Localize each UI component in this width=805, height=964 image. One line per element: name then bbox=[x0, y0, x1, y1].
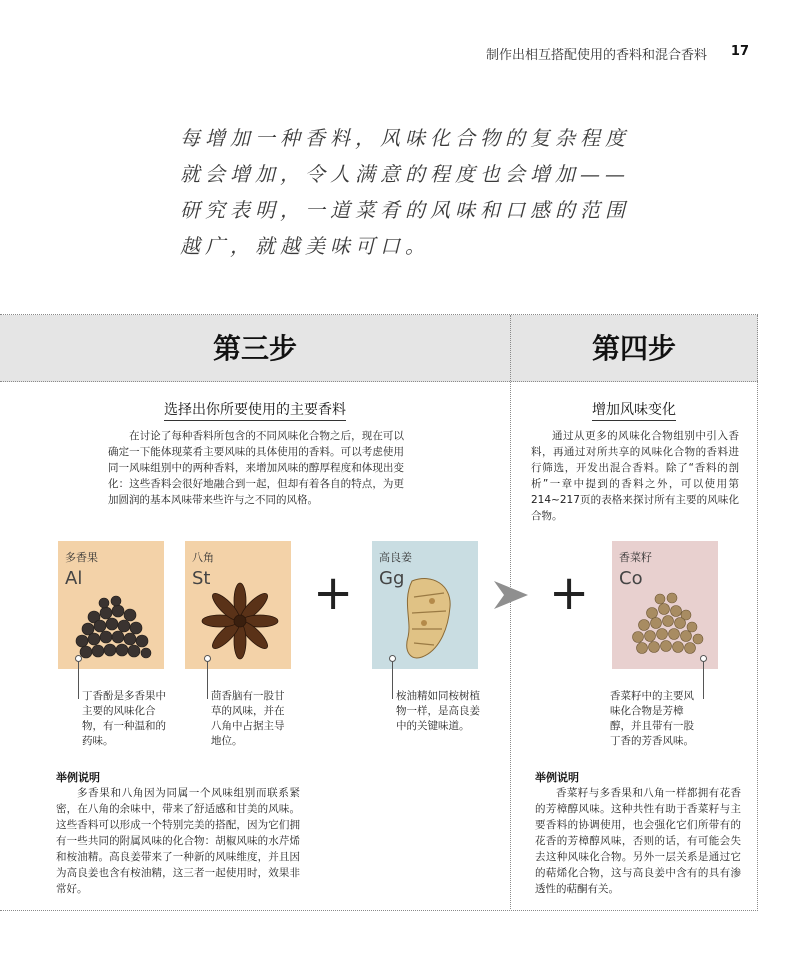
step4-section-title bbox=[510, 399, 758, 419]
chapter-title: 制作出相互搭配使用的香料和混合香料 bbox=[485, 48, 707, 63]
step4-section-title-text: 增加风味变化 bbox=[592, 402, 676, 421]
note-galangal: 桉油精如同桉树植物一样，是高良姜中的关键味道。 bbox=[396, 690, 480, 732]
step4-body: 通过从更多的风味化合物组别中引入香料，再通过对所共享的风味化合物的香料进行筛选，开发出混合香料。除了“香料的剖析”一章中提到的香料之外，可以使用第214~217页的表格来探讨所有主要的风味化合物。 bbox=[531, 430, 739, 522]
step3-section-title bbox=[0, 399, 510, 419]
spice-card-coriander bbox=[612, 541, 718, 669]
spice-card-star-anise bbox=[185, 541, 291, 669]
arrow-right-icon bbox=[492, 577, 532, 613]
page-number: 17 bbox=[730, 44, 749, 59]
spice-name-galangal: 高良姜 bbox=[379, 551, 412, 564]
steps-panel bbox=[0, 314, 758, 911]
note-star-anise: 茴香脑有一股甘草的风味，并在八角中占据主导地位。 bbox=[211, 690, 285, 747]
spice-symbol-star-anise: St bbox=[192, 568, 211, 589]
leader-line-coriander bbox=[703, 661, 704, 699]
step3-body: 在讨论了每种香料所包含的不同风味化合物之后，现在可以确定一下能体现菜肴主要风味的具体使用的香料。可以考虑使用同一风味组别中的两种香料，来增加风味的醇厚程度和体现出变化：这些香料会很好地融合到一起，但却有着各自的特点，为更加圆润的基本风味带来些许与之不同的风格。 bbox=[108, 430, 404, 506]
step4-title: 第四步 bbox=[591, 332, 676, 365]
step3-example-body: 多香果和八角因为同属一个风味组别而联系紧密，在八角的余味中，带来了舒适感和甘美的风味。这些香料可以形成一个特别完美的搭配，因为它们拥有一些共同的附属风味的化合物：胡椒风味的水芹烯和桉油精。高良姜带来了一种新的风味维度，并且因为高良姜也含有桉油精，这三者一起使用时，效果非常好。 bbox=[56, 787, 300, 895]
plus-sign-step3: + bbox=[313, 565, 354, 621]
step3-title: 第三步 bbox=[212, 332, 297, 365]
spice-card-galangal bbox=[372, 541, 478, 669]
pull-quote: 每增加一种香料，风味化合物的复杂程度就会增加，令人满意的程度也会增加——研究表明，一道菜肴的风味和口感的范围越广，就越美味可口。 bbox=[180, 126, 630, 258]
note-allspice: 丁香酚是多香果中主要的风味化合物，有一种温和的药味。 bbox=[82, 690, 166, 747]
spice-symbol-coriander: Co bbox=[619, 568, 643, 589]
leader-line-allspice bbox=[78, 661, 79, 699]
leader-line-galangal bbox=[392, 661, 393, 699]
step3-example-title: 举例说明 bbox=[56, 771, 100, 784]
spice-name-allspice: 多香果 bbox=[65, 551, 98, 564]
spice-symbol-galangal: Gg bbox=[379, 568, 405, 589]
step4-example-title: 举例说明 bbox=[535, 771, 579, 784]
plus-sign-step4: + bbox=[549, 565, 590, 621]
spice-symbol-allspice: Al bbox=[65, 568, 83, 589]
leader-line-star-anise bbox=[207, 661, 208, 699]
step4-example-body: 香菜籽与多香果和八角一样都拥有花香的芳樟醇风味。这种共性有助于香菜籽与主要香料的协调使用，也会强化它们所带有的花香的芳樟醇风味，否则的话，有可能会失去这种风味化合物。另外一层关系是通过它的萜烯化合物，这与高良姜中含有的具有渗透性的萜酮有关。 bbox=[535, 787, 741, 895]
note-coriander: 香菜籽中的主要风味化合物是芳樟醇，并且带有一股丁香的芳香风味。 bbox=[610, 690, 694, 747]
step3-section-title-text: 选择出你所要使用的主要香料 bbox=[164, 402, 346, 421]
spice-name-coriander: 香菜籽 bbox=[619, 551, 652, 564]
steps-title-band bbox=[0, 315, 758, 382]
spice-name-star-anise: 八角 bbox=[192, 551, 214, 564]
spice-card-allspice bbox=[58, 541, 164, 669]
